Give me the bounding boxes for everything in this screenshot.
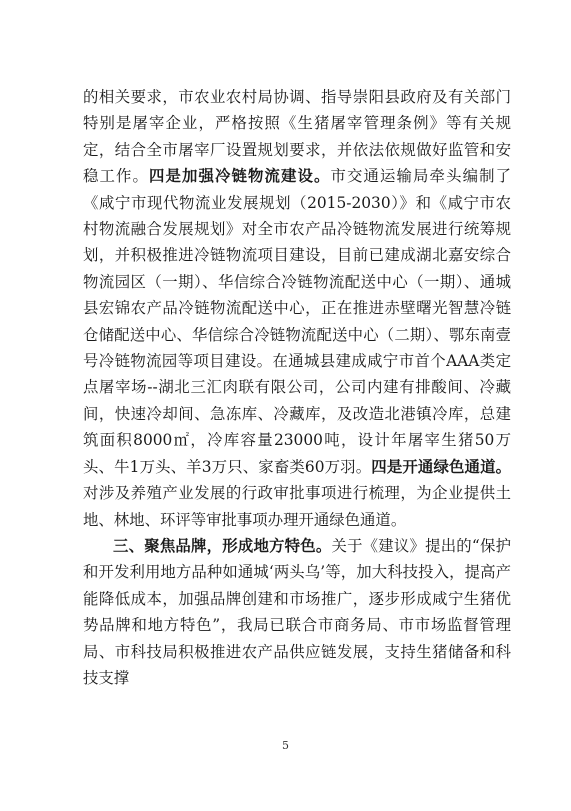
- paragraph-text: 对涉及养殖产业发展的行政审批事项进行梳理，为企业提供土地、林地、环评等审批事项办理开通绿色通道。: [83, 484, 511, 529]
- bold-heading: 四是开通绿色通道。: [371, 457, 511, 476]
- bold-heading: 四是加强冷链物流建设。: [149, 167, 331, 186]
- paragraph-text: 市交通运输局牵头编制了《咸宁市现代物流业发展规划（2015-2030）》和《咸宁市农村物流融合发展规划》对全市农产品冷链物流发展进行统筹规划，并积极推进冷链物流项目建设，目前已建成湖北嘉安综合物流园区（一期）、华信综合冷链物流配送中心（一期）、通城县宏锦农产品冷链物流配送中心，正在推进赤壁曙光智慧冷链仓储配送中心、华信综合冷链物流配送中心（二期）、鄂东南壹号冷链物流园等项目建设。在通城县建成咸宁市首个AAA类定点屠宰场--湖北三汇肉联有限公司，公司内建有排酸间、冷藏间，快速冷却间、急冻库、冷藏库，及改造北港镇冷库，总建筑面积8000㎡，冷库容量23000吨，设计年屠宰生猪50万头、牛1万头、羊3万只、家畜类60万羽。: [83, 167, 511, 476]
- paragraph-section-three: [83, 533, 511, 691]
- paragraph-text: 关于《建议》提出的“保护和开发利用地方品种如通城‘两头乌’等，加大科技投入，提高产能降低成本，加强品牌创建和市场推广，逐步形成咸宁生猪优势品牌和地方特色”，我局已联合市商务局、市市场监督管理局、市科技局积极推进农产品供应链发展，支持生猪储备和科技支撑: [83, 536, 511, 687]
- document-body: [83, 84, 511, 691]
- page-number: 5: [282, 739, 289, 752]
- paragraph-continued: [83, 84, 511, 533]
- paragraph-text: 的相关要求，市农业农村局协调、指导崇阳县政府及有关部门特别是屠宰企业，严格按照《生猪屠宰管理条例》等有关规定，结合全市屠宰厂设置规划要求，并依法依规做好监管和安稳工作。: [83, 88, 511, 186]
- section-heading: 三、聚焦品牌，形成地方特色。: [113, 536, 332, 555]
